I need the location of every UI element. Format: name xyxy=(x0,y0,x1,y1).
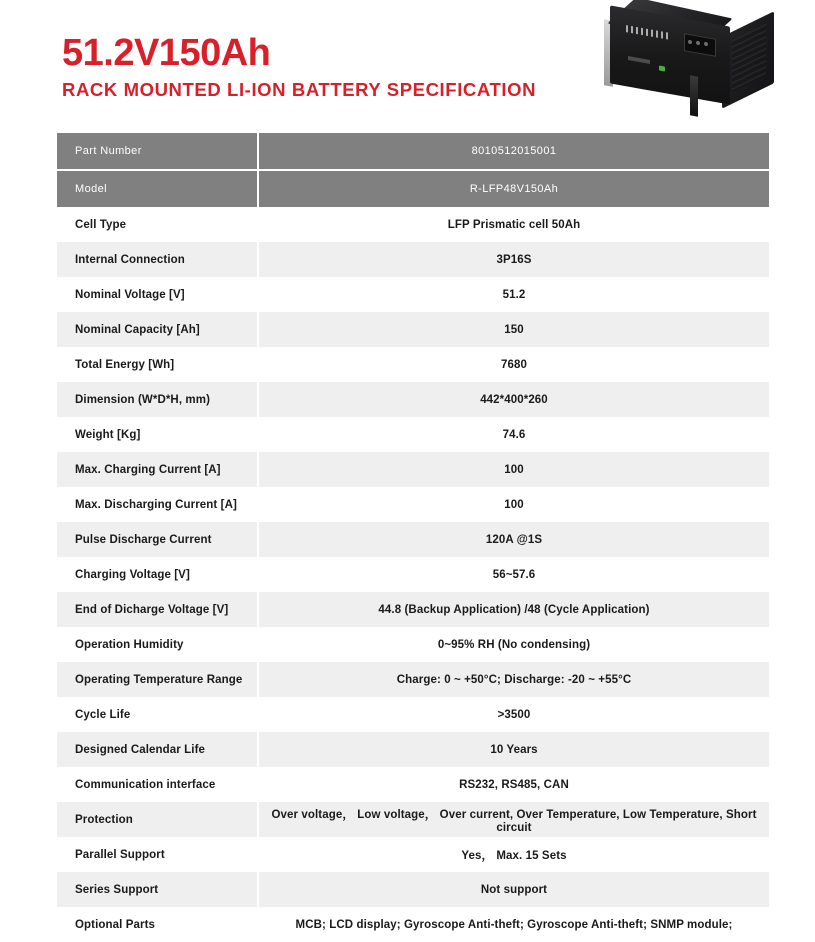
spec-value: 100 xyxy=(259,487,769,522)
spec-label: Cycle Life xyxy=(57,697,257,732)
spec-label: Cell Type xyxy=(57,207,257,242)
document-header xyxy=(0,0,815,128)
spec-value: 44.8 (Backup Application) /48 (Cycle Application) xyxy=(259,592,769,627)
spec-label: Charging Voltage [V] xyxy=(57,557,257,592)
spec-label: Pulse Discharge Current xyxy=(57,522,257,557)
spec-label: Nominal Voltage [V] xyxy=(57,277,257,312)
spec-value: 120A @1S xyxy=(259,522,769,557)
table-row xyxy=(57,417,769,452)
table-row xyxy=(57,347,769,382)
spec-label: Total Energy [Wh] xyxy=(57,347,257,382)
spec-value: 51.2 xyxy=(259,277,769,312)
panel-button-icon xyxy=(688,40,692,45)
spec-value: 442*400*260 xyxy=(259,382,769,417)
battery-illustration xyxy=(586,2,776,120)
table-row xyxy=(57,242,769,277)
spec-value: >3500 xyxy=(259,697,769,732)
spec-label: Operating Temperature Range xyxy=(57,662,257,697)
spec-label: Optional Parts xyxy=(57,907,257,942)
page-subtitle: RACK MOUNTED LI-ION BATTERY SPECIFICATION xyxy=(62,79,537,100)
spec-value: RS232, RS485, CAN xyxy=(259,767,769,802)
spec-label: Internal Connection xyxy=(57,242,257,277)
specification-table xyxy=(57,133,769,942)
spec-value: Charge: 0 ~ +50°C; Discharge: -20 ~ +55°C xyxy=(259,662,769,697)
spec-label: Nominal Capacity [Ah] xyxy=(57,312,257,347)
spec-label: Designed Calendar Life xyxy=(57,732,257,767)
status-led-icon xyxy=(659,65,665,71)
spec-label: Weight [Kg] xyxy=(57,417,257,452)
spec-value: R-LFP48V150Ah xyxy=(259,171,769,207)
table-row xyxy=(57,452,769,487)
table-row xyxy=(57,171,769,207)
spec-label: Dimension (W*D*H, mm) xyxy=(57,382,257,417)
table-row xyxy=(57,697,769,732)
panel-button-icon xyxy=(704,42,708,47)
spec-value: 0~95% RH (No condensing) xyxy=(259,627,769,662)
table-row xyxy=(57,907,769,942)
spec-value: MCB; LCD display; Gyroscope Anti-theft; Gyroscope Anti-theft; SNMP module; xyxy=(259,907,769,942)
spec-label: Part Number xyxy=(57,133,257,169)
page-title: 51.2V150Ah xyxy=(62,32,271,74)
spec-value: Yes， Max. 15 Sets xyxy=(259,837,769,872)
spec-value: 150 xyxy=(259,312,769,347)
spec-label: Max. Discharging Current [A] xyxy=(57,487,257,522)
title-block xyxy=(62,34,536,100)
table-row xyxy=(57,662,769,697)
spec-value: 10 Years xyxy=(259,732,769,767)
rack-mount-ear-bottom-icon xyxy=(690,75,698,116)
product-image xyxy=(586,2,776,120)
table-row xyxy=(57,522,769,557)
table-row xyxy=(57,592,769,627)
table-row xyxy=(57,627,769,662)
table-row xyxy=(57,312,769,347)
spec-label: End of Dicharge Voltage [V] xyxy=(57,592,257,627)
spec-value: LFP Prismatic cell 50Ah xyxy=(259,207,769,242)
spec-label: Model xyxy=(57,171,257,207)
table-row xyxy=(57,487,769,522)
table-row xyxy=(57,767,769,802)
spec-value: 56~57.6 xyxy=(259,557,769,592)
spec-label: Parallel Support xyxy=(57,837,257,872)
table-row xyxy=(57,207,769,242)
spec-label: Operation Humidity xyxy=(57,627,257,662)
spec-label: Communication interface xyxy=(57,767,257,802)
spec-value: 8010512015001 xyxy=(259,133,769,169)
panel-button-icon xyxy=(696,41,700,46)
table-row xyxy=(57,382,769,417)
spec-label: Series Support xyxy=(57,872,257,907)
spec-value: Over voltage， Low voltage， Over current, Over Temperature, Low Temperature, Short circuit xyxy=(259,802,769,837)
table-row xyxy=(57,732,769,767)
table-row xyxy=(57,277,769,312)
spec-value: 7680 xyxy=(259,347,769,382)
table-row xyxy=(57,802,769,837)
spec-label: Max. Charging Current [A] xyxy=(57,452,257,487)
table-row xyxy=(57,872,769,907)
spec-value: 100 xyxy=(259,452,769,487)
spec-value: 74.6 xyxy=(259,417,769,452)
spec-value: 3P16S xyxy=(259,242,769,277)
table-row xyxy=(57,837,769,872)
spec-value: Not support xyxy=(259,872,769,907)
spec-label: Protection xyxy=(57,802,257,837)
table-row xyxy=(57,133,769,169)
table-row xyxy=(57,557,769,592)
